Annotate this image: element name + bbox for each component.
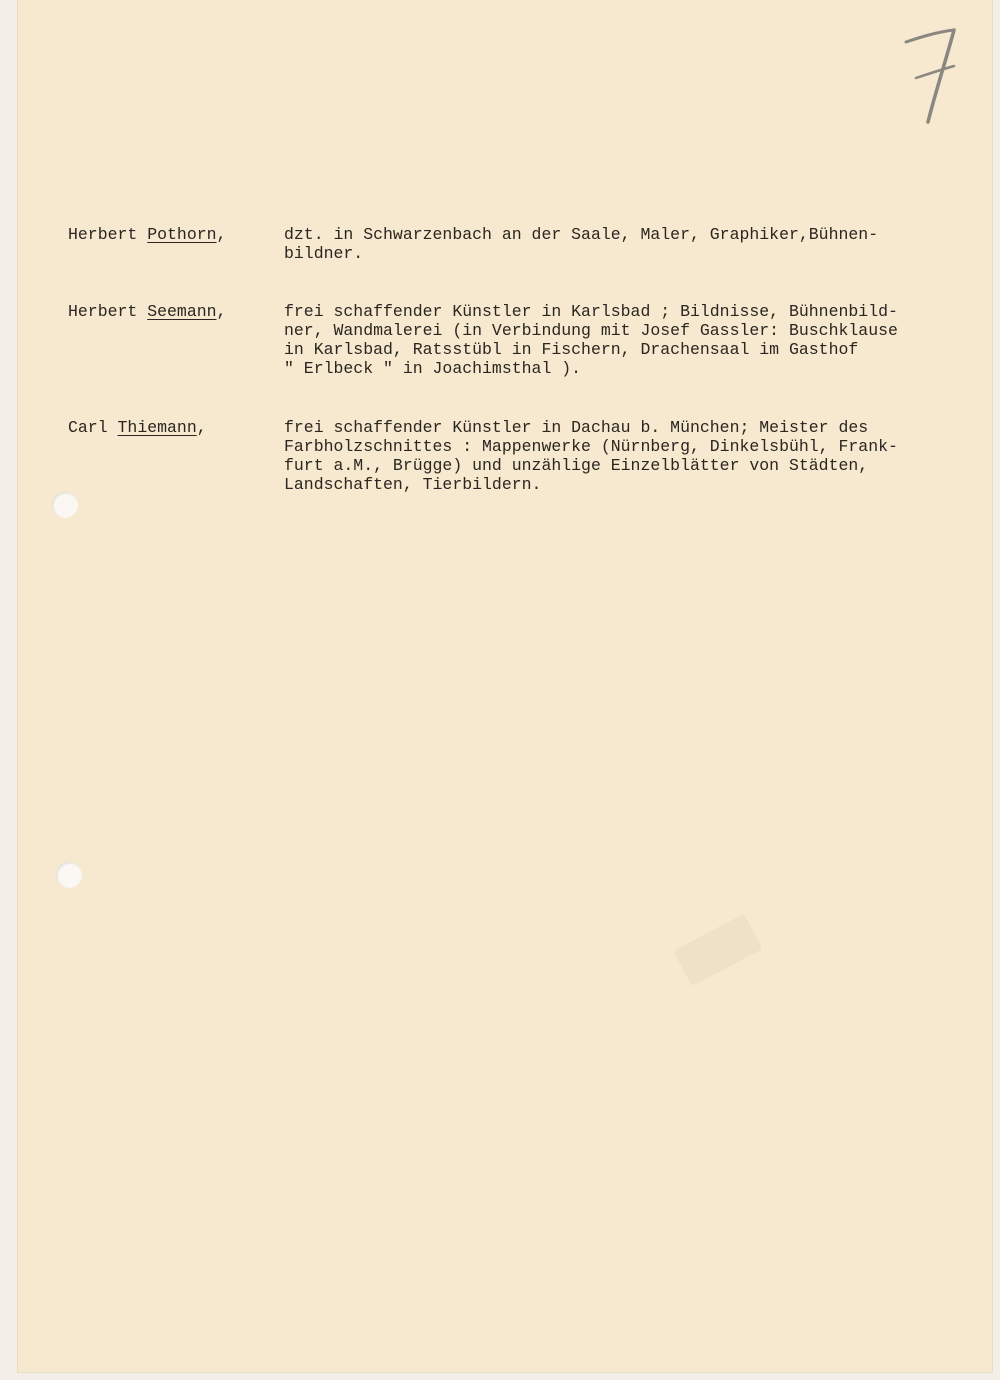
artist-description — [284, 225, 944, 263]
first-name: Carl — [68, 418, 108, 437]
description-line: frei schaffender Künstler in Dachau b. München; Meister des — [284, 418, 869, 437]
punch-hole-top — [52, 492, 78, 518]
description-line: dzt. in Schwarzenbach an der Saale, Maler, Graphiker,Bühnen- — [284, 225, 879, 244]
faded-stamp — [673, 914, 762, 987]
name-punctuation: , — [216, 302, 227, 321]
surname: Pothorn — [147, 225, 217, 244]
description-line: ner, Wandmalerei (in Verbindung mit Josef Gassler: Buschklause — [284, 321, 898, 340]
description-line: Landschaften, Tierbildern. — [284, 475, 542, 494]
handwritten-page-number — [888, 20, 968, 130]
artist-description — [284, 302, 944, 378]
artist-name — [68, 418, 207, 437]
surname: Thiemann — [117, 418, 197, 437]
description-line: Farbholzschnittes : Mappenwerke (Nürnberg, Dinkelsbühl, Frank- — [284, 437, 898, 456]
artist-name — [68, 302, 226, 321]
description-line: " Erlbeck " in Joachimsthal ). — [284, 359, 582, 378]
artist-name — [68, 225, 226, 244]
description-line: furt a.M., Brügge) und unzählige Einzelblätter von Städten, — [284, 456, 869, 475]
name-punctuation: , — [216, 225, 227, 244]
first-name: Herbert — [68, 302, 138, 321]
description-line: bildner. — [284, 244, 364, 263]
name-punctuation: , — [196, 418, 207, 437]
description-line: frei schaffender Künstler in Karlsbad ; Bildnisse, Bühnenbild- — [284, 302, 898, 321]
surname: Seemann — [147, 302, 217, 321]
punch-hole-bottom — [56, 862, 82, 888]
first-name: Herbert — [68, 225, 138, 244]
description-line: in Karlsbad, Ratsstübl in Fischern, Drachensaal im Gasthof — [284, 340, 859, 359]
document-page — [18, 0, 992, 1372]
artist-description — [284, 418, 944, 494]
